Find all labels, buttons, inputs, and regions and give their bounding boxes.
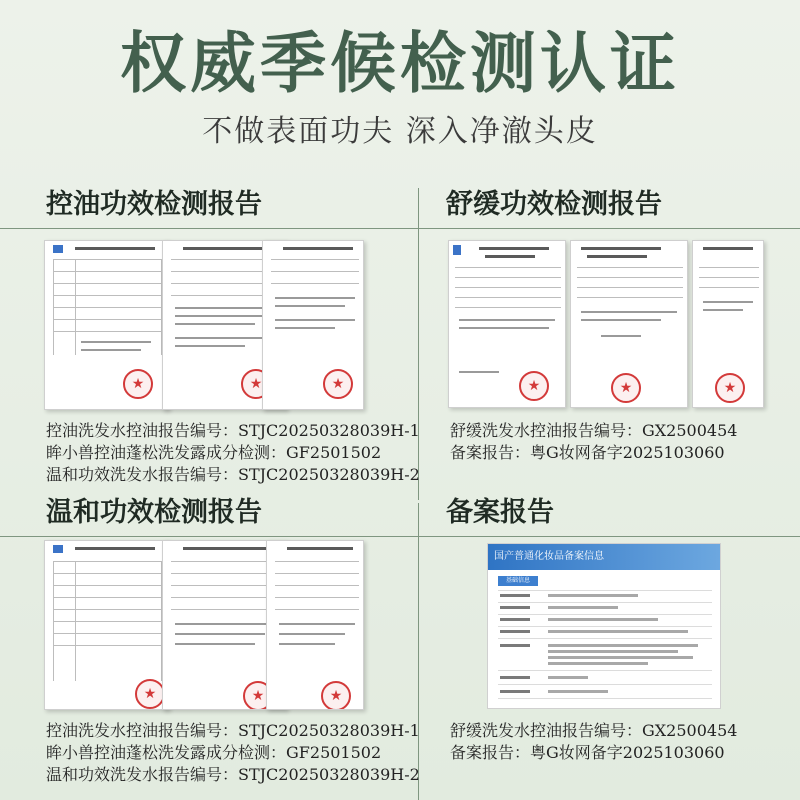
report-sheet: ★ (162, 240, 287, 410)
section-title-oil-control: 控油功效检测报告 (46, 189, 262, 220)
divider-middle (0, 536, 800, 537)
section-title-gentle: 温和功效检测报告 (46, 497, 262, 528)
caption-gentle-2: 眸小兽控油蓬松洗发露成分检测：GF2501502 (46, 743, 382, 762)
divider-vertical-bottom (418, 503, 419, 800)
report-sheet: ★ (162, 540, 287, 710)
page-subtitle: 不做表面功夫 深入净澈头皮 (202, 114, 598, 149)
soothing-report-images (448, 236, 764, 412)
report-sheet: ★ (570, 240, 688, 408)
section-title-filing: 备案报告 (446, 497, 554, 528)
divider-vertical-top (418, 188, 419, 500)
caption-oil-control-2: 眸小兽控油蓬松洗发露成分检测：GF2501502 (46, 443, 382, 462)
caption-oil-control-3: 温和功效洗发水报告编号：STJC20250328039H-2 (46, 465, 420, 484)
caption-gentle-1: 控油洗发水控油报告编号：STJC20250328039H-1 (46, 721, 420, 740)
report-sheet: ★ (262, 240, 364, 410)
report-sheet: ★ (44, 540, 169, 710)
report-sheet: ★ (448, 240, 566, 408)
report-sheet: ★ (692, 240, 764, 408)
gentle-report-images (44, 540, 364, 712)
section-title-soothing: 舒缓功效检测报告 (446, 189, 662, 220)
report-sheet: ★ (44, 240, 169, 410)
caption-gentle-3: 温和功效洗发水报告编号：STJC20250328039H-2 (46, 765, 420, 784)
portal-tab: 基础信息 (498, 576, 538, 586)
filing-portal-screenshot (487, 543, 721, 709)
divider-top (0, 228, 800, 229)
page-title: 权威季候检测认证 (120, 24, 680, 102)
caption-oil-control-1: 控油洗发水控油报告编号：STJC20250328039H-1 (46, 421, 420, 440)
caption-soothing-2: 备案报告：粤G妆网备字2025103060 (450, 443, 725, 462)
caption-filing-1: 舒缓洗发水控油报告编号：GX2500454 (450, 721, 738, 740)
oil-control-report-images (44, 236, 364, 412)
caption-soothing-1: 舒缓洗发水控油报告编号：GX2500454 (450, 421, 738, 440)
caption-filing-2: 备案报告：粤G妆网备字2025103060 (450, 743, 725, 762)
report-sheet: ★ (266, 540, 364, 710)
portal-header: 国产普通化妆品备案信息 (488, 544, 721, 570)
